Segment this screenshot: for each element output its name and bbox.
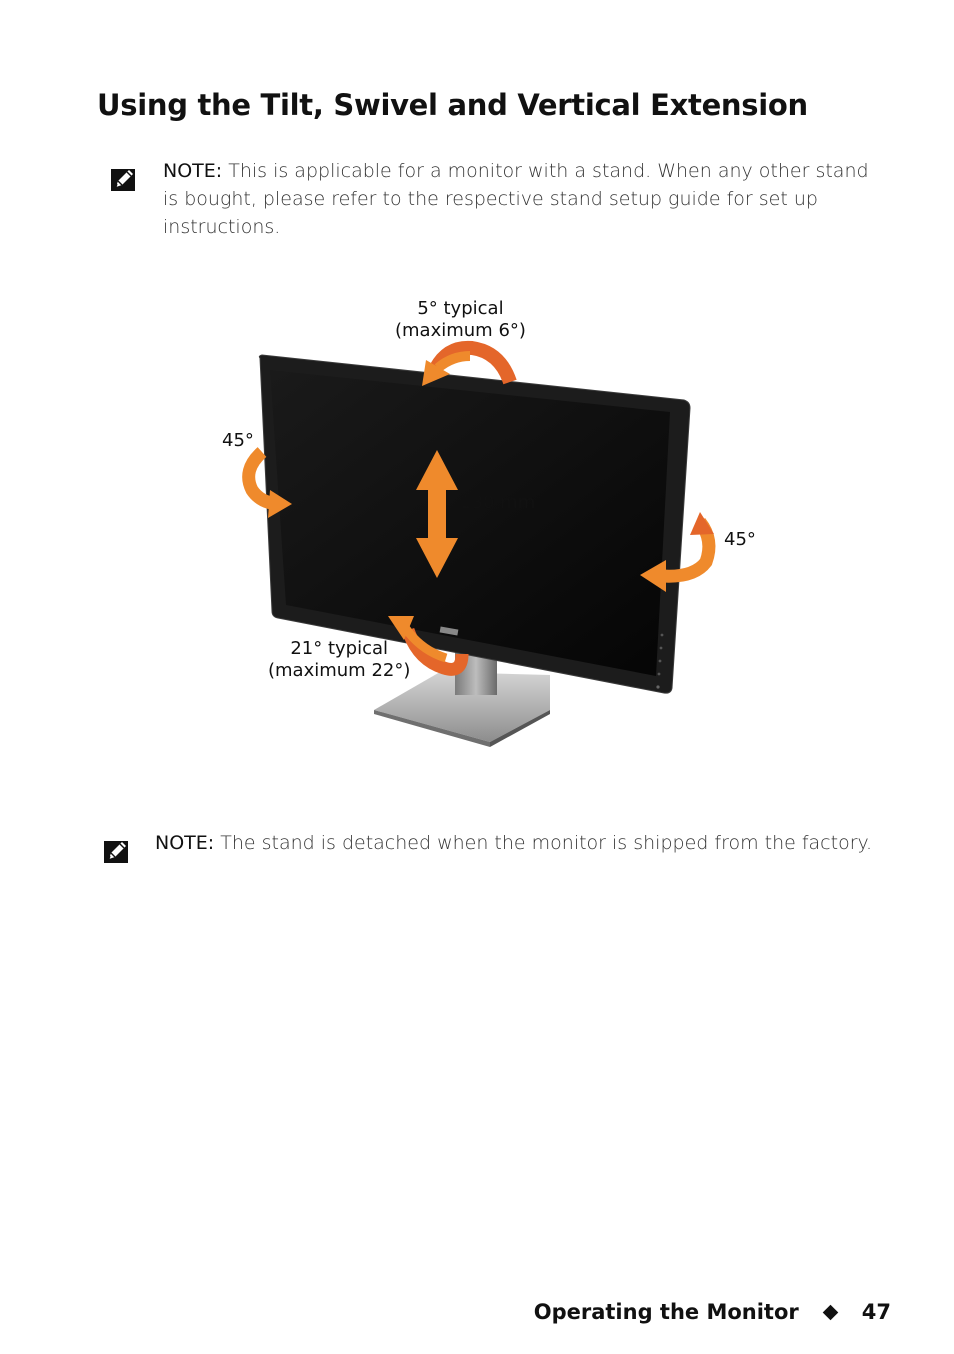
monitor-adjustment-figure — [200, 290, 780, 760]
pencil-note-icon — [110, 166, 138, 194]
note-stand-detached — [155, 829, 883, 857]
page-footer — [534, 1300, 891, 1324]
monitor-illustration — [200, 290, 780, 760]
pencil-note-icon — [103, 838, 131, 866]
monitor-screen — [270, 370, 670, 676]
swivel-right-label: 45° — [724, 529, 756, 550]
tilt-bottom-label: 21° typical (maximum 22°) — [268, 638, 411, 681]
footer-section-title: Operating the Monitor — [533, 1300, 799, 1324]
swivel-left-label: 45° — [222, 430, 254, 451]
note-text: The stand is detached when the monitor is shipped from the factory. — [214, 832, 873, 854]
note-tilt-stand — [163, 157, 873, 241]
note-label: NOTE: — [155, 832, 215, 854]
height-label: 130 mm — [460, 492, 536, 513]
note-text: This is applicable for a monitor with a stand. When any other stand is bought, please refer to the respective stand setup guide for set up instructions. — [163, 160, 869, 238]
tilt-top-label: 5° typical (maximum 6°) — [395, 298, 526, 341]
page-number: 47 — [861, 1300, 891, 1324]
page-title: Using the Tilt, Swivel and Vertical Extension — [97, 88, 808, 122]
note-label: NOTE: — [163, 160, 223, 182]
diamond-separator-icon — [822, 1304, 838, 1320]
